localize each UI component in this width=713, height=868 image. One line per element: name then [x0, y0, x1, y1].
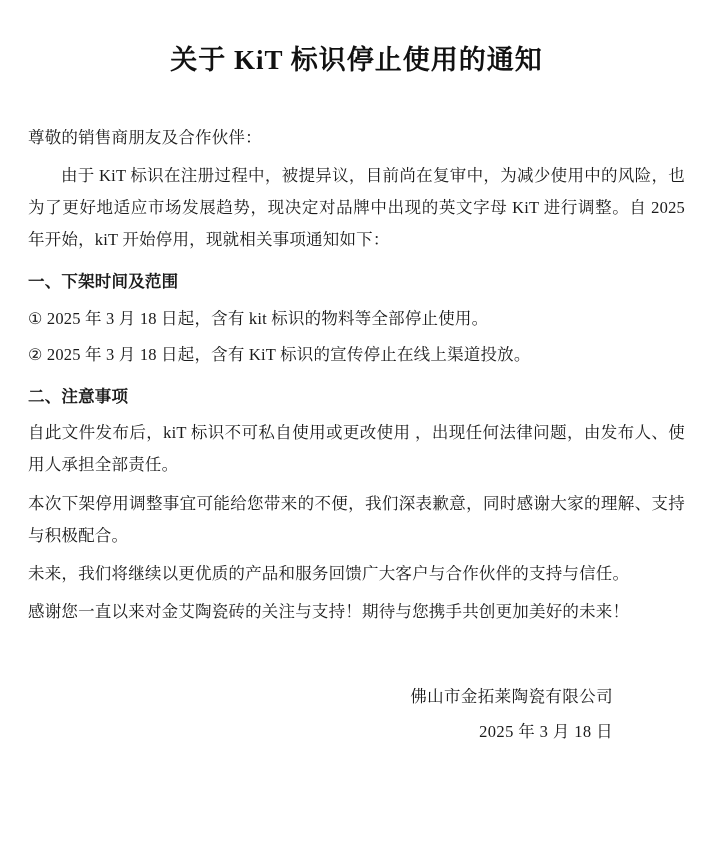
list-item	[28, 339, 685, 371]
notice-paragraph-3: 未来，我们将继续以更优质的产品和服务回馈广大客户与合作伙伴的支持与信任。	[28, 563, 630, 583]
notice-paragraph-1: 自此文件发布后，kiT 标识不可私自使用或更改使用 ，出现任何法律问题，由发布人、使用人承担全部责任。	[28, 423, 685, 475]
intro-paragraph: 由于 KiT 标识在注册过程中，被提异议，目前尚在复审中，为减少使用中的风险，也为了更好地适应市场发展趋势，现决定对品牌中出现的英文字母 KiT 进行调整。自 2025 年开始，kiT 开始停用，现就相关事项通知如下：	[28, 165, 685, 250]
section-heading-2: 二、注意事项	[28, 387, 129, 406]
document-body	[28, 122, 685, 628]
notice-paragraph-4: 感谢您一直以来对金艾陶瓷砖的关注与支持！期待与您携手共创更加美好的未来！	[28, 602, 630, 622]
signature-block	[28, 680, 685, 749]
list-item-text: 2025 年 3 月 18 日起，含有 KiT 标识的宣传停止在线上渠道投放。	[46, 344, 531, 364]
section-heading-1: 一、下架时间及范围	[28, 272, 179, 292]
list-marker: ①	[28, 310, 43, 328]
signature-date: 2025 年 3 月 18 日	[479, 721, 613, 741]
salutation: 尊敬的销售商朋友及合作伙伴：	[28, 127, 262, 147]
signature-company: 佛山市金拓莱陶瓷有限公司	[410, 687, 613, 707]
list-marker: ②	[28, 346, 43, 364]
notice-paragraph-2: 本次下架停用调整事宜可能给您带来的不便，我们深表歉意，同时感谢大家的理解、支持与积极配合。	[28, 493, 685, 545]
list-item-text: 2025 年 3 月 18 日起，含有 kit 标识的物料等全部停止使用。	[46, 308, 489, 328]
list-item	[28, 303, 685, 335]
page-title: 关于 KiT 标识停止使用的通知	[170, 45, 543, 75]
